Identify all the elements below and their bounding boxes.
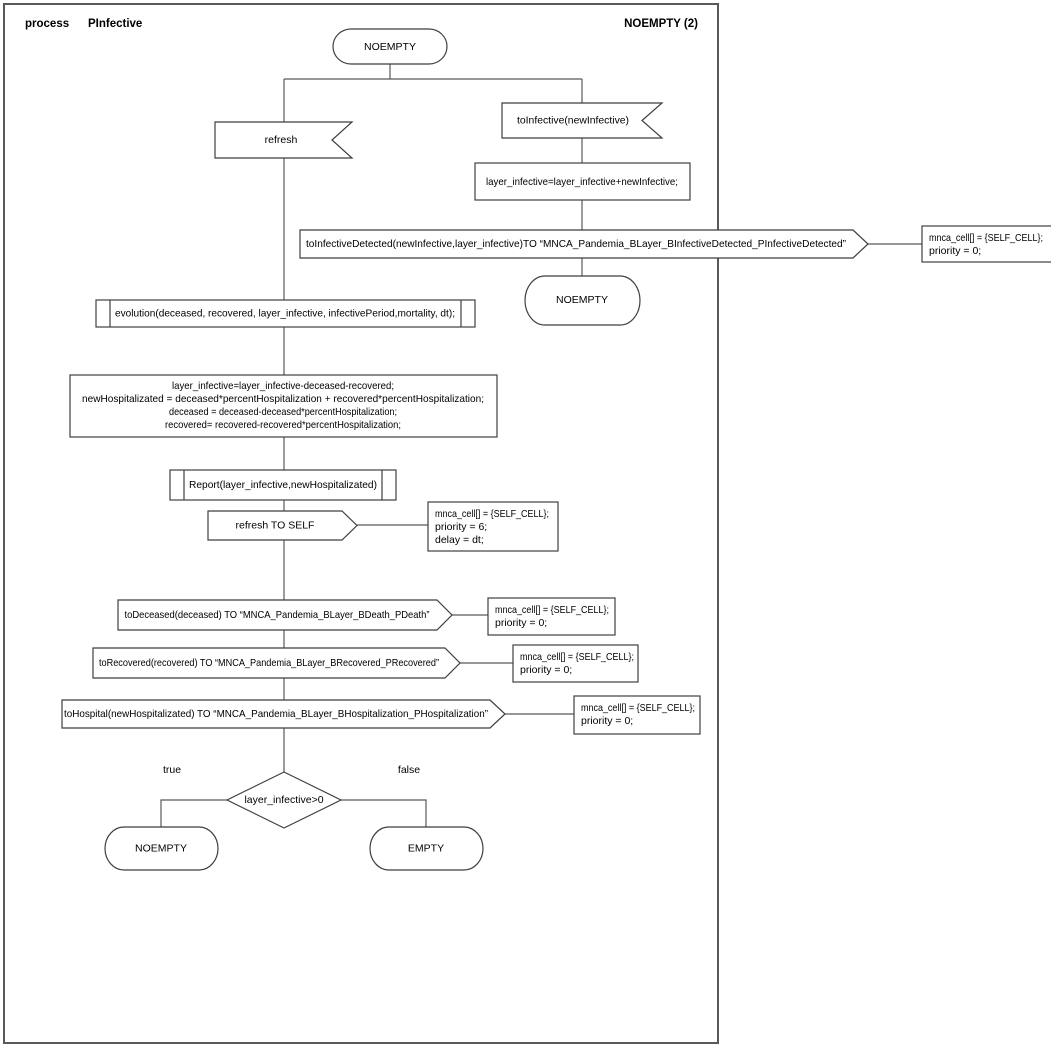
page-title: NOEMPTY (2)	[624, 18, 698, 30]
comment-line: priority = 0;	[495, 617, 548, 629]
output-label: toHospital(newHospitalizated) TO “MNCA_Pandemia_BLayer_BHospitalization_PHospitalization”	[64, 708, 489, 720]
process-frame	[4, 4, 718, 1043]
procedure-evolution[interactable]	[96, 300, 475, 327]
input-label: toInfective(newInfective)	[517, 114, 629, 127]
output-torecovered[interactable]	[93, 648, 460, 678]
state-true-noempty[interactable]	[105, 827, 218, 870]
comment-line: mnca_cell[] = {SELF_CELL};	[581, 702, 695, 714]
output-refresh-to-self[interactable]	[208, 511, 357, 540]
output-todeceased[interactable]	[118, 600, 452, 630]
state-label: NOEMPTY	[135, 842, 187, 855]
input-toinfective[interactable]	[502, 103, 662, 138]
task-line: newHospitalizated = deceased*percentHospitalization + recovered*percentHospitalization;	[82, 393, 484, 405]
comment-line: priority = 6;	[435, 521, 488, 533]
state-label: EMPTY	[407, 842, 445, 855]
comment-line: priority = 0;	[581, 715, 634, 727]
process-name: PInfective	[88, 18, 143, 30]
decision-layer-infective[interactable]	[227, 772, 341, 828]
comment-hospital[interactable]	[574, 696, 700, 734]
task-update-variables[interactable]	[70, 375, 497, 437]
state-label: NOEMPTY	[364, 41, 416, 53]
process-keyword: process	[25, 18, 70, 30]
branch-true-label: true	[162, 764, 182, 776]
comment-line: priority = 0;	[929, 245, 982, 257]
branch-false-label: false	[397, 764, 421, 776]
output-label: toDeceased(deceased) TO “MNCA_Pandemia_BLayer_BDeath_PDeath”	[124, 609, 430, 621]
decision-label: layer_infective>0	[244, 794, 324, 806]
input-label: refresh	[264, 134, 298, 146]
procedure-report[interactable]	[170, 470, 396, 500]
task-line: recovered= recovered-recovered*percentHospitalization;	[165, 419, 401, 431]
output-tohospital[interactable]	[62, 700, 505, 728]
comment-line: mnca_cell[] = {SELF_CELL};	[520, 651, 634, 663]
connector-false-branch	[341, 800, 426, 827]
state-after-detect-noempty[interactable]	[525, 276, 640, 325]
task-line: layer_infective=layer_infective-deceased-recovered;	[172, 380, 394, 392]
comment-detect[interactable]	[922, 226, 1051, 262]
input-refresh[interactable]	[215, 122, 352, 158]
procedure-label: evolution(deceased, recovered, layer_infective, infectivePeriod,mortality, dt);	[115, 307, 455, 320]
task-line: deceased = deceased-deceased*percentHospitalization;	[169, 406, 397, 418]
comment-refresh-self[interactable]	[428, 502, 558, 551]
output-label: refresh TO SELF	[235, 519, 315, 532]
task-label: layer_infective=layer_infective+newInfective;	[486, 176, 678, 188]
comment-deceased[interactable]	[488, 598, 615, 635]
connector-true-branch	[161, 800, 227, 827]
procedure-label: Report(layer_infective,newHospitalizated)	[189, 479, 377, 491]
comment-line: mnca_cell[] = {SELF_CELL};	[929, 232, 1043, 244]
state-false-empty[interactable]	[370, 827, 483, 870]
output-label: toRecovered(recovered) TO “MNCA_Pandemia_BLayer_BRecovered_PRecovered”	[99, 657, 440, 669]
task-add-infective[interactable]	[475, 163, 690, 200]
output-toinfectivedetected[interactable]	[300, 230, 868, 258]
comment-line: mnca_cell[] = {SELF_CELL};	[435, 508, 549, 520]
state-start-noempty[interactable]	[333, 29, 447, 64]
comment-line: priority = 0;	[520, 664, 573, 676]
comment-line: delay = dt;	[435, 534, 484, 546]
comment-recovered[interactable]	[513, 645, 638, 682]
output-label: toInfectiveDetected(newInfective,layer_infective)TO “MNCA_Pandemia_BLayer_BInfectiveDetected_PInfectiveDetected”	[306, 238, 847, 250]
state-label: NOEMPTY	[556, 294, 608, 306]
comment-line: mnca_cell[] = {SELF_CELL};	[495, 604, 609, 616]
